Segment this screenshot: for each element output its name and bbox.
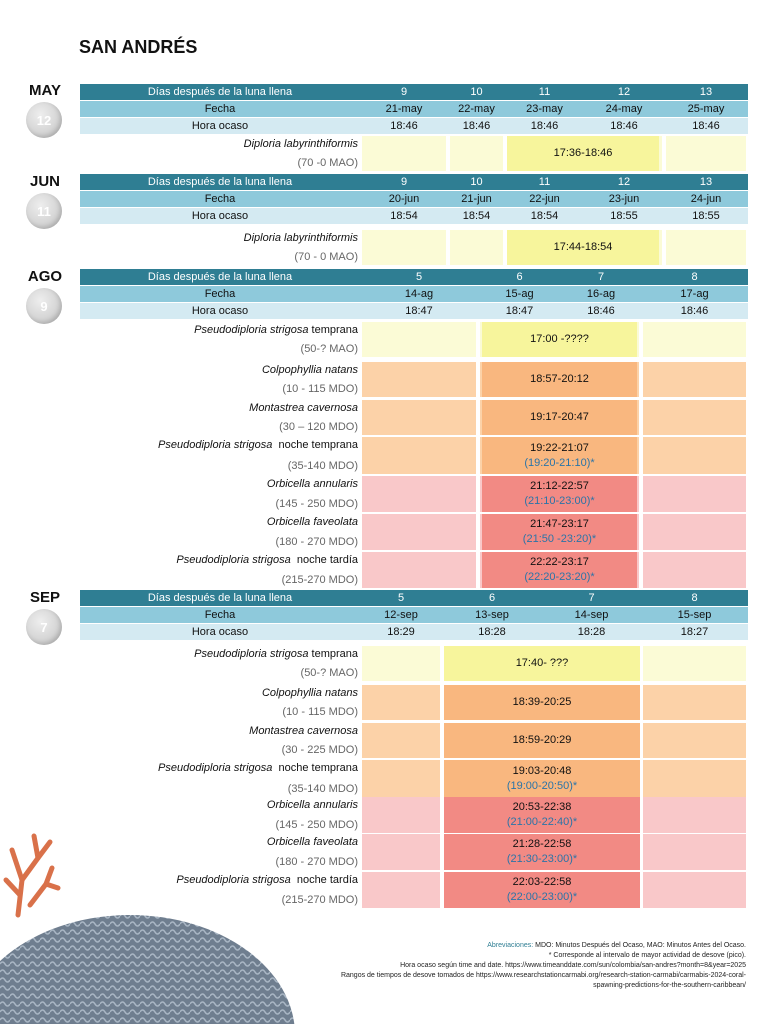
days-row-cell: 9 xyxy=(400,176,408,188)
abbreviations-label: Abreviaciones: xyxy=(487,942,534,949)
species-name xyxy=(267,516,358,528)
background-cell xyxy=(643,872,746,908)
species-scientific-name: Pseudodiploria strigosa xyxy=(176,554,291,566)
fecha-row-cell: 21-jun xyxy=(461,193,492,205)
days-row-cell: 11 xyxy=(538,86,551,98)
moon-icon: 11 xyxy=(26,193,62,229)
species-scientific-name: Pseudodiploria strigosa xyxy=(176,874,291,886)
spawning-window xyxy=(507,230,659,265)
hora-row-cell: 18:46 xyxy=(610,120,638,132)
days-row xyxy=(80,269,748,285)
background-cell xyxy=(643,476,746,512)
fecha-row xyxy=(80,607,748,623)
window-time: 21:12-22:57 xyxy=(530,480,589,492)
fecha-row-cell: 17-ag xyxy=(680,288,709,300)
window-time: 22:22-23:17 xyxy=(530,556,589,568)
window-time: 19:17-20:47 xyxy=(530,411,589,423)
hora-row-cell: 18:46 xyxy=(462,120,491,132)
background-cell xyxy=(362,834,440,870)
species-scientific-name: Pseudodiploria strigosa xyxy=(158,439,273,451)
hora-row-cell: 18:54 xyxy=(530,210,559,222)
fecha-row-cell: 16-ag xyxy=(586,288,616,300)
species-scientific-name: Pseudodiploria strigosa xyxy=(194,324,309,336)
days-row xyxy=(80,590,748,606)
species-scientific-name: Orbicella annularis xyxy=(266,799,358,811)
window-time: 20:53-22:38 xyxy=(512,801,572,813)
background-cell xyxy=(643,797,746,833)
fecha-row-cell: 24-jun xyxy=(690,193,722,205)
spawning-window xyxy=(444,646,640,681)
peak-window: (22:00-23:00)* xyxy=(506,891,578,903)
hora-row-cell: 18:47 xyxy=(405,305,433,317)
spawning-range: (50-? MAO) xyxy=(300,343,358,355)
background-cell xyxy=(643,322,746,357)
fecha-row-cell: 23-jun xyxy=(608,193,640,205)
hora-row-cell: 18:46 xyxy=(390,120,418,132)
background-cell xyxy=(362,760,440,797)
background-cell xyxy=(362,362,476,397)
peak-window: (19:00-20:50)* xyxy=(506,779,578,792)
moon-icon: 12 xyxy=(26,102,62,138)
species-scientific-name: Orbicella annularis xyxy=(266,478,358,490)
spawning-window xyxy=(482,400,637,435)
days-row-cell: 11 xyxy=(538,176,551,188)
hora-row xyxy=(80,624,748,640)
background-cell xyxy=(643,646,746,681)
hora-row-cell: 18:46 xyxy=(680,305,709,317)
peak-window: (19:20-21:10)* xyxy=(524,456,595,469)
fecha-row-label: Fecha xyxy=(204,193,236,205)
hora-row-cell: 18:55 xyxy=(610,210,638,222)
peak-window: (21:50 -23:20)* xyxy=(522,533,597,545)
spawning-window xyxy=(444,872,640,908)
hora-row-cell: 18:29 xyxy=(387,626,415,638)
background-cell xyxy=(362,552,476,588)
window-time: 19:22-21:07 xyxy=(530,441,589,454)
hora-row-cell: 18:46 xyxy=(587,305,615,317)
days-row xyxy=(80,84,748,100)
spawning-window xyxy=(482,437,637,474)
species-name xyxy=(176,874,358,886)
fecha-row-cell: 15-sep xyxy=(677,609,712,621)
background-cell xyxy=(362,514,476,550)
fecha-row-label: Fecha xyxy=(204,288,236,300)
footnotes xyxy=(341,941,746,991)
fecha-row-cell: 21-may xyxy=(385,103,423,115)
hora-row xyxy=(80,303,748,319)
fecha-row-label: Fecha xyxy=(204,609,236,621)
background-cell xyxy=(643,834,746,870)
background-cell xyxy=(362,230,446,265)
days-row-cell: 12 xyxy=(617,176,631,188)
month-label-ago: AGO xyxy=(27,268,63,285)
fecha-row-cell: 25-may xyxy=(687,103,725,115)
species-name xyxy=(158,439,358,451)
page-title: SAN ANDRÉS xyxy=(79,37,198,57)
window-time: 21:28-22:58 xyxy=(512,838,572,850)
species-scientific-name: Pseudodiploria strigosa xyxy=(158,762,273,774)
hora-row-cell: 18:47 xyxy=(505,305,534,317)
species-name xyxy=(249,725,358,737)
spawning-window xyxy=(507,136,659,171)
spawning-range: (30 – 120 MDO) xyxy=(279,421,358,433)
spawning-range: (145 - 250 MDO) xyxy=(275,498,358,510)
fecha-row-cell: 23-may xyxy=(526,103,563,115)
footnote-sunset-source: Hora ocaso según time and date. https://www.timeanddate.com/sun/colombia/san-andres?month=8&year=2025 xyxy=(400,962,746,969)
window-time: 21:47-23:17 xyxy=(530,518,589,530)
fecha-row-cell: 13-sep xyxy=(475,609,509,621)
background-cell xyxy=(362,723,440,758)
species-name xyxy=(194,324,358,336)
background-cell xyxy=(643,437,746,474)
background-cell xyxy=(450,230,503,265)
background-cell xyxy=(643,723,746,758)
orange-coral-branch xyxy=(6,836,58,915)
abbreviations xyxy=(341,941,746,951)
days-row-cell: 5 xyxy=(415,271,423,283)
moon-icon: 7 xyxy=(26,609,62,645)
background-cell xyxy=(362,646,440,681)
species-qualifier: noche temprana xyxy=(272,762,358,774)
days-row-cell: 7 xyxy=(588,592,595,604)
fecha-row-label: Fecha xyxy=(204,103,236,115)
spawning-range: (180 - 270 MDO) xyxy=(275,536,358,548)
window-time: 17:36-18:46 xyxy=(553,147,613,159)
background-cell xyxy=(362,136,446,171)
fecha-row-cell: 12-sep xyxy=(384,609,418,621)
days-row-cell: 13 xyxy=(699,176,713,188)
window-time: 22:03-22:58 xyxy=(512,876,572,888)
window-time: 17:40- ??? xyxy=(515,657,569,669)
background-cell xyxy=(643,514,746,550)
spawning-range: (180 - 270 MDO) xyxy=(275,856,358,868)
window-time: 19:03-20:48 xyxy=(512,764,572,777)
fecha-row-cell: 22-may xyxy=(458,103,495,115)
species-name xyxy=(267,478,358,490)
species-name xyxy=(158,762,358,774)
hora-row-label: Hora ocaso xyxy=(191,626,249,638)
window-time: 18:57-20:12 xyxy=(530,373,589,385)
background-cell xyxy=(643,552,746,588)
background-cell xyxy=(450,136,503,171)
hora-row-cell: 18:27 xyxy=(680,626,709,638)
fecha-row-cell: 14-sep xyxy=(574,609,609,621)
fecha-row-cell: 24-may xyxy=(605,103,643,115)
species-name xyxy=(249,402,358,414)
peak-window: (21:30-23:00)* xyxy=(506,853,578,865)
peak-window: (21:10-23:00)* xyxy=(524,495,595,507)
background-cell xyxy=(362,476,476,512)
background-cell xyxy=(362,872,440,908)
spawning-window xyxy=(444,685,640,720)
species-name xyxy=(194,648,358,660)
background-cell xyxy=(643,400,746,435)
peak-window: (22:20-23:20)* xyxy=(524,571,595,583)
spawning-range: (215-270 MDO) xyxy=(281,574,358,586)
fecha-row xyxy=(80,286,748,302)
fecha-row-cell: 22-jun xyxy=(529,193,560,205)
abbreviations-text: MDO: Minutos Después del Ocaso, MAO: Minutos Antes del Ocaso. xyxy=(533,942,746,949)
spawning-range: (70 -0 MAO) xyxy=(297,157,358,169)
species-qualifier: temprana xyxy=(308,324,358,336)
spawning-range: (30 - 225 MDO) xyxy=(281,744,358,756)
month-label-jun: JUN xyxy=(29,173,60,190)
spawning-window xyxy=(482,322,637,357)
hora-row xyxy=(80,118,748,134)
species-qualifier: noche temprana xyxy=(272,439,358,451)
species-scientific-name: Colpophyllia natans xyxy=(261,364,358,376)
window-time: 18:59-20:29 xyxy=(512,734,572,746)
window-time: 17:00 -???? xyxy=(530,333,589,345)
species-qualifier: temprana xyxy=(308,648,358,660)
days-row-cell: 9 xyxy=(400,86,408,98)
hora-row-cell: 18:54 xyxy=(462,210,491,222)
moon-icon: 9 xyxy=(26,288,62,324)
species-qualifier: noche tardía xyxy=(290,554,358,566)
spawning-range: (50-? MAO) xyxy=(300,667,358,679)
spawning-window xyxy=(482,552,637,588)
species-name xyxy=(262,687,358,699)
month-label-sep: SEP xyxy=(29,589,60,606)
species-scientific-name: Orbicella faveolata xyxy=(266,836,358,848)
peak-window: (21:00-22:40)* xyxy=(506,816,578,828)
species-scientific-name: Montastrea cavernosa xyxy=(249,725,358,737)
month-label-may: MAY xyxy=(29,82,61,99)
spawning-window xyxy=(444,797,640,833)
species-qualifier: noche tardía xyxy=(290,874,358,886)
days-row-cell: 5 xyxy=(397,592,405,604)
background-cell xyxy=(643,685,746,720)
footnote-spawning-source: Rangos de tiempos de desove tomados de https://www.researchstationcarmabi.org/research-station-carmabi/carmabis-2024-coral- xyxy=(340,972,746,979)
fecha-row xyxy=(80,101,748,117)
days-row-cell: 8 xyxy=(691,271,698,283)
window-time: 17:44-18:54 xyxy=(553,241,613,253)
hora-row-cell: 18:46 xyxy=(530,120,559,132)
days-row-cell: 12 xyxy=(617,86,631,98)
spawning-window xyxy=(444,760,640,797)
spawning-range: (10 - 115 MDO) xyxy=(282,383,358,395)
spawning-range: (10 - 115 MDO) xyxy=(282,706,358,718)
days-row-label: Días después de la luna llena xyxy=(147,592,293,604)
species-scientific-name: Colpophyllia natans xyxy=(261,687,358,699)
spawning-window xyxy=(482,362,637,397)
spawning-window xyxy=(444,834,640,870)
fecha-row-cell: 20-jun xyxy=(388,193,420,205)
footnote-peak: * Corresponde al intervalo de mayor actividad de desove (pico). xyxy=(548,952,746,959)
spawning-window xyxy=(482,514,637,550)
species-scientific-name: Diploria labyrinthiformis xyxy=(243,138,358,150)
background-cell xyxy=(362,437,476,474)
species-scientific-name: Montastrea cavernosa xyxy=(249,402,358,414)
spawning-window xyxy=(444,723,640,758)
days-row-cell: 10 xyxy=(470,86,483,98)
spawning-range: (215-270 MDO) xyxy=(281,894,358,906)
hora-row-label: Hora ocaso xyxy=(191,305,249,317)
footnote-spawning-source-cont: spawning-predictions-for-the-southern-caribbean/ xyxy=(593,982,746,989)
days-row xyxy=(80,174,748,190)
hora-row-cell: 18:46 xyxy=(692,120,720,132)
days-row-cell: 8 xyxy=(691,592,698,604)
spawning-range: (70 - 0 MAO) xyxy=(294,251,358,263)
hora-row xyxy=(80,208,748,224)
days-row-label: Días después de la luna llena xyxy=(147,176,293,188)
hora-row-cell: 18:28 xyxy=(577,626,606,638)
days-row-cell: 7 xyxy=(597,271,605,283)
background-cell xyxy=(643,760,746,797)
hora-row-cell: 18:54 xyxy=(390,210,418,222)
hora-row-label: Hora ocaso xyxy=(191,120,249,132)
background-cell xyxy=(666,230,746,265)
species-scientific-name: Diploria labyrinthiformis xyxy=(243,232,358,244)
days-row-label: Días después de la luna llena xyxy=(147,271,293,283)
species-name xyxy=(267,799,358,811)
days-row-cell: 6 xyxy=(488,592,496,604)
window-time: 18:39-20:25 xyxy=(512,696,572,708)
hora-row-cell: 18:55 xyxy=(692,210,720,222)
species-scientific-name: Orbicella faveolata xyxy=(266,516,358,528)
species-name xyxy=(267,836,358,848)
background-cell xyxy=(362,322,476,357)
background-cell xyxy=(666,136,746,171)
background-cell xyxy=(362,685,440,720)
spawning-range: (35-140 MDO) xyxy=(287,783,358,795)
background-cell xyxy=(643,362,746,397)
background-cell xyxy=(362,400,476,435)
species-name xyxy=(244,232,358,244)
species-name xyxy=(244,138,358,150)
days-row-cell: 6 xyxy=(516,271,523,283)
spawning-range: (35-140 MDO) xyxy=(287,460,358,472)
days-row-cell: 13 xyxy=(699,86,713,98)
background-cell xyxy=(362,797,440,833)
fecha-row xyxy=(80,191,748,207)
species-name xyxy=(176,554,358,566)
spawning-window xyxy=(482,476,637,512)
hora-row-label: Hora ocaso xyxy=(191,210,249,222)
fecha-row-cell: 15-ag xyxy=(505,288,534,300)
days-row-cell: 10 xyxy=(470,176,483,188)
spawning-range: (145 - 250 MDO) xyxy=(275,819,358,831)
species-scientific-name: Pseudodiploria strigosa xyxy=(194,648,309,660)
fecha-row-cell: 14-ag xyxy=(404,288,434,300)
species-name xyxy=(262,364,358,376)
brain-coral xyxy=(0,915,295,1024)
hora-row-cell: 18:28 xyxy=(478,626,506,638)
days-row-label: Días después de la luna llena xyxy=(147,86,293,98)
